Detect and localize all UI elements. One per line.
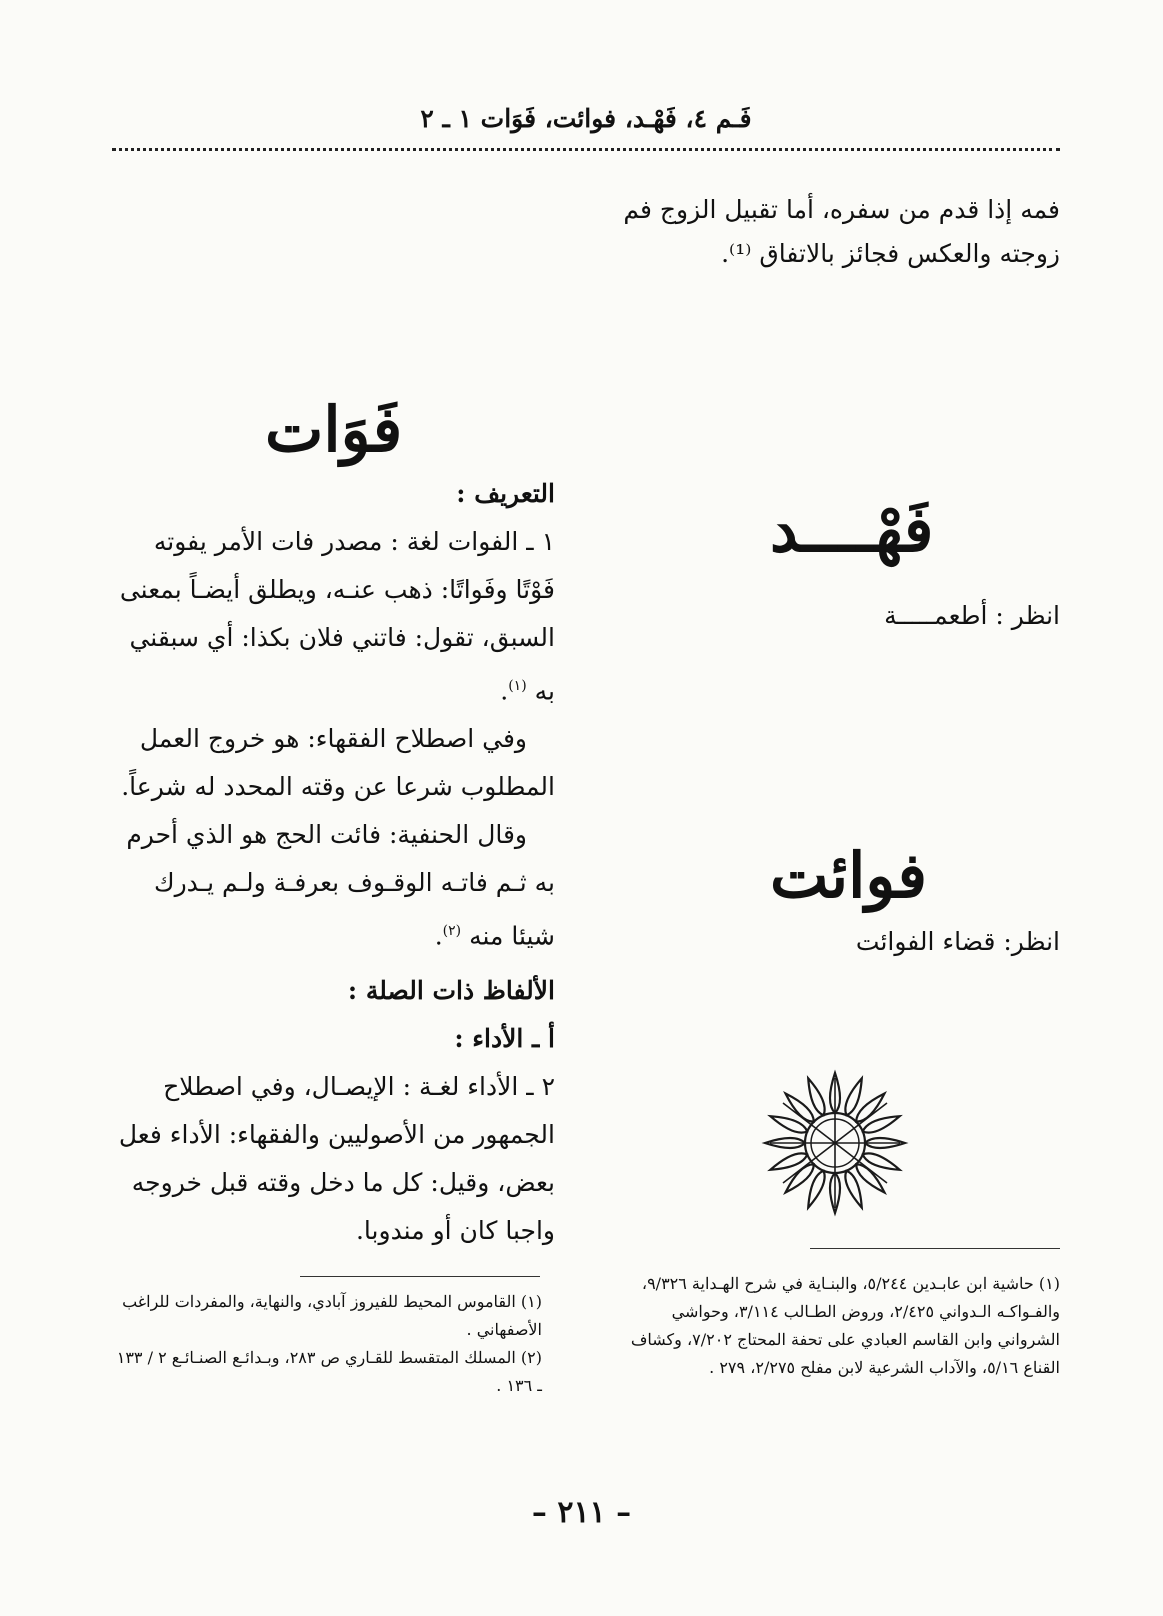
definition-heading: التعريف : (456, 479, 555, 508)
footnotes-left (112, 1288, 542, 1400)
continuation-text (590, 188, 1060, 276)
left-column (115, 390, 555, 1255)
paragraph-3: وقال الحنفية: فائت الحج هو الذي أحرم به ثـم فاتـه الوقـوف بعرفـة ولـم يـدرك شيئا منه $^{(٢)}$. (126, 820, 555, 951)
related-terms-heading: الألفاظ ذات الصلة : (347, 975, 555, 1005)
footnote-rule-left (300, 1276, 540, 1277)
paragraph-1-text: ١ ـ الفوات لغة : مصدر فات الأمر يفوته فَوْتًا وفَواتًا: ذهب عنـه، ويطلق أيضـاً بمعنى السبق، تقول: فاتني فلان بكذا: أي سبقني به (119, 527, 555, 706)
star-rosette-ornament-icon (760, 1068, 910, 1218)
footnote-left-1: (١) القاموس المحيط للفيروز آبادي، والنهاية، والمفردات للراغب الأصفهاني . (122, 1292, 542, 1339)
continuation-line: فمه إذا قدم من سفره، أما تقبيل الزوج فم (623, 195, 1060, 224)
footnote-rule-right (810, 1248, 1060, 1249)
entry-title-fawat: فَوَات (265, 393, 403, 466)
header-dotted-rule (112, 148, 1060, 151)
page-number: – ٢١١ – (531, 1495, 632, 1530)
entry-title-fahd: فَهْــــد (770, 493, 934, 566)
paragraph-2: وفي اصطلاح الفقهاء: هو خروج العمل المطلوب شرعا عن وقته المحدد له شرعاً. (121, 724, 555, 802)
footnote-ref: (٢) (442, 923, 462, 940)
paragraph-1: ١ ـ الفوات لغة : مصدر فات الأمر يفوته فَوْتًا وفَواتًا: ذهب عنـه، ويطلق أيضـاً بمعنى السبق، تقول: فاتني فلان بكذا: أي سبقني به $^{(١)}$. (119, 527, 555, 706)
footnote-right-1: (١) حاشية ابن عابـدين ٥/٢٤٤، والبنـاية في شرح الهـداية ٩/٣٢٦، والفـواكـه الـدواني ٢/٤٢٥، وروض الطـالب ٣/١١٤، وحواشي الشرواني وابن القاسم العبادي على تحفة المحتاج ٧/٢٠٢، وكشاف القناع ٥/١٦، والآداب الشرعية لابن مفلح ٢/٢٧٥، ٢٧٩ . (630, 1274, 1060, 1377)
footnote-left-2: (٢) المسلك المتقسط للقـاري ص ٢٨٣، وبـدائـع الصنـائـع ٢ / ١٣٣ ـ ١٣٦ . (116, 1348, 542, 1395)
right-column (610, 390, 1060, 966)
running-head: فَـم ٤، فَهْـد، فوائت، فَوَات ١ ـ ٢ (420, 104, 752, 133)
paragraph-4: ٢ ـ الأداء لغـة : الإيصـال، وفي اصطلاح الجمهور من الأصوليين والفقهاء: الأداء فعل بعض، وقيل: كل ما دخل وقته قبل خروجه واجبا كان أو مندوبا. (118, 1071, 555, 1245)
footnote-ref: (١) (508, 678, 527, 694)
footnotes-right (610, 1270, 1060, 1382)
see-reference-fahd: انظر : أطعمـــــة (884, 601, 1060, 630)
paragraph-3-text: وقال الحنفية: فائت الحج هو الذي أحرم به ثـم فاتـه الوقـوف بعرفـة ولـم يـدرك شيئا منه (126, 820, 555, 951)
continuation-line: زوجته والعكس فجائز بالاتفاق ⁽¹⁾. (721, 239, 1060, 268)
subheading-adaa: أ ـ الأداء : (454, 1023, 555, 1053)
entry-title-fawaait: فوائت (770, 839, 928, 912)
see-reference-fawaait: انظر: قضاء الفوائت (855, 927, 1060, 956)
